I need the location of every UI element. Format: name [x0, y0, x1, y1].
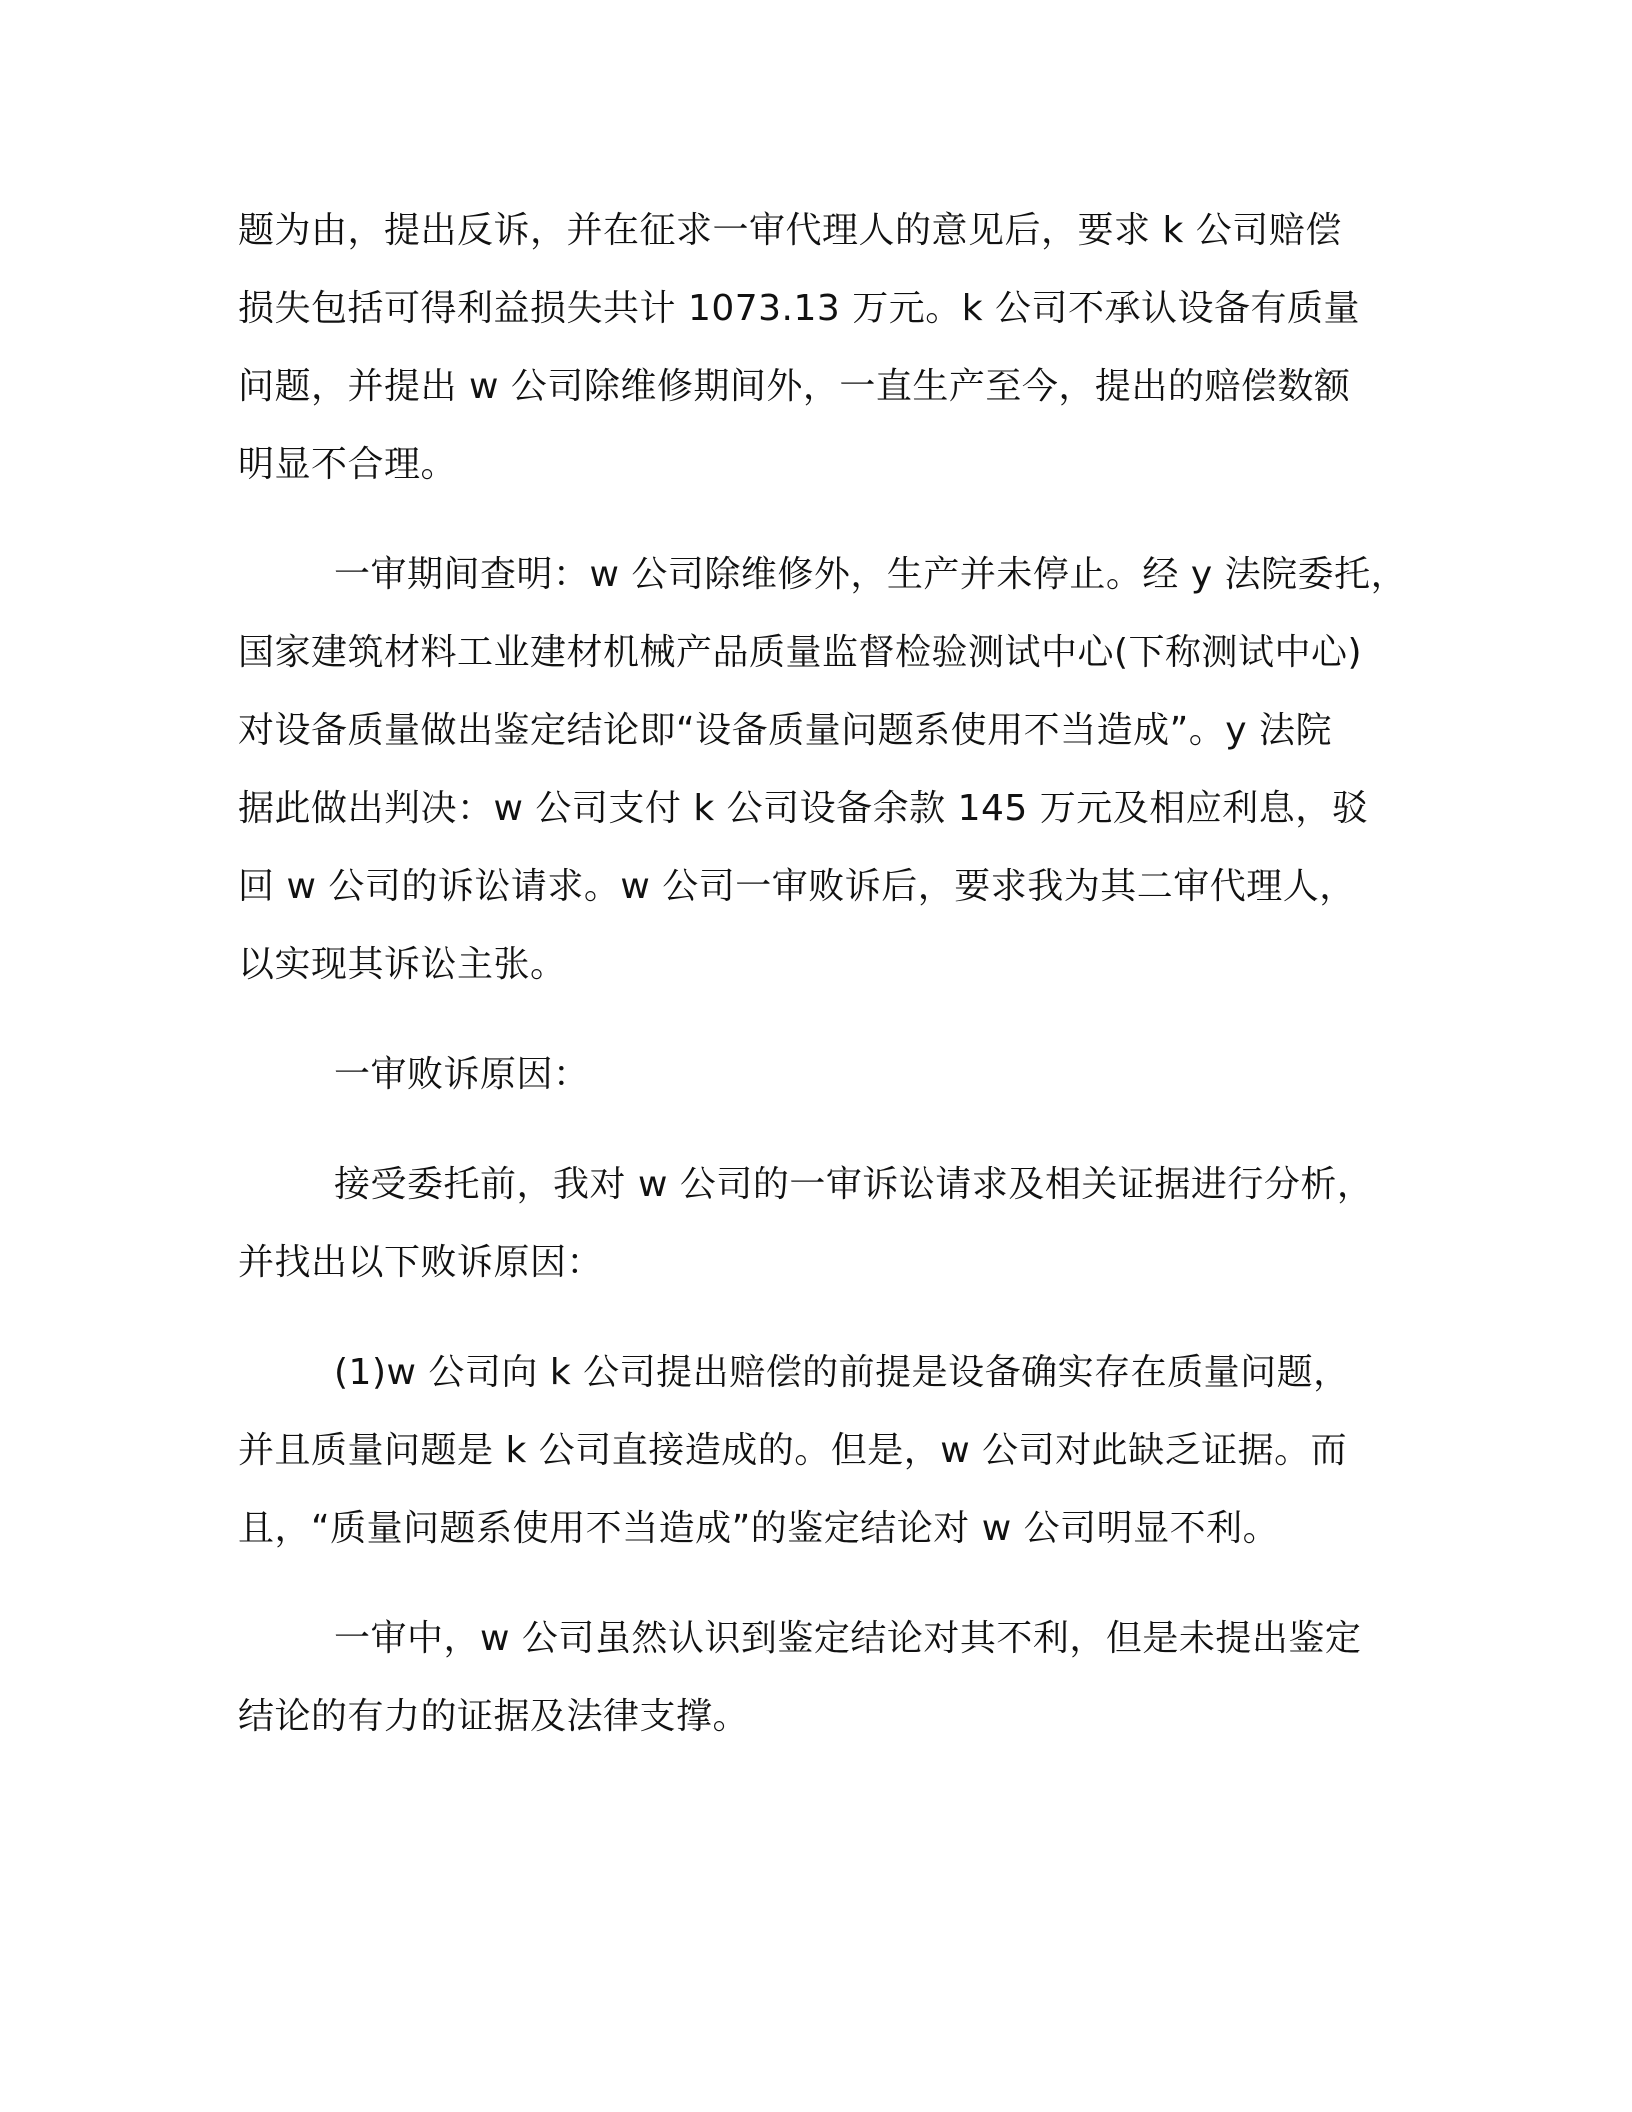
paragraph-line: 一审期间查明：w 公司除维修外，生产并未停止。经 y 法院委托，: [334, 554, 1408, 595]
paragraph-4: [238, 1146, 1412, 1302]
paragraph-line: 回 w 公司的诉讼请求。w 公司一审败诉后，要求我为其二审代理人，: [238, 866, 1356, 907]
paragraph-5: [238, 1334, 1412, 1568]
paragraph-line: (1)w 公司向 k 公司提出赔偿的前提是设备确实存在质量问题，: [334, 1352, 1350, 1393]
paragraph-line: 国家建筑材料工业建材机械产品质量监督检验测试中心(下称测试中心): [238, 632, 1363, 673]
paragraph-3: [238, 1036, 1412, 1114]
paragraph-line: 一审中，w 公司虽然认识到鉴定结论对其不利，但是未提出鉴定: [334, 1618, 1362, 1659]
paragraph-line: 对设备质量做出鉴定结论即“设备质量问题系使用不当造成”。y 法院: [238, 710, 1333, 751]
paragraph-line: 一审败诉原因：: [334, 1054, 590, 1095]
paragraph-line: 并且质量问题是 k 公司直接造成的。但是，w 公司对此缺乏证据。而: [238, 1430, 1348, 1471]
paragraph-line: 并找出以下败诉原因：: [238, 1242, 604, 1283]
paragraph-line: 以实现其诉讼主张。: [238, 944, 567, 985]
paragraph-line: 明显不合理。: [238, 444, 458, 485]
paragraph-line: 损失包括可得利益损失共计 1073.13 万元。k 公司不承认设备有质量: [238, 288, 1361, 329]
paragraph-6: [238, 1600, 1412, 1756]
paragraph-line: 据此做出判决：w 公司支付 k 公司设备余款 145 万元及相应利息，驳: [238, 788, 1369, 829]
paragraph-line: 问题，并提出 w 公司除维修期间外，一直生产至今，提出的赔偿数额: [238, 366, 1351, 407]
paragraph-line: 题为由，提出反诉，并在征求一审代理人的意见后，要求 k 公司赔偿: [238, 210, 1342, 251]
paragraph-line: 结论的有力的证据及法律支撑。: [238, 1696, 750, 1737]
paragraph-1: [238, 192, 1412, 504]
paragraph-line: 接受委托前，我对 w 公司的一审诉讼请求及相关证据进行分析，: [334, 1164, 1374, 1205]
paragraph-2: [238, 536, 1412, 1004]
paragraph-line: 且，“质量问题系使用不当造成”的鉴定结论对 w 公司明显不利。: [238, 1508, 1280, 1549]
